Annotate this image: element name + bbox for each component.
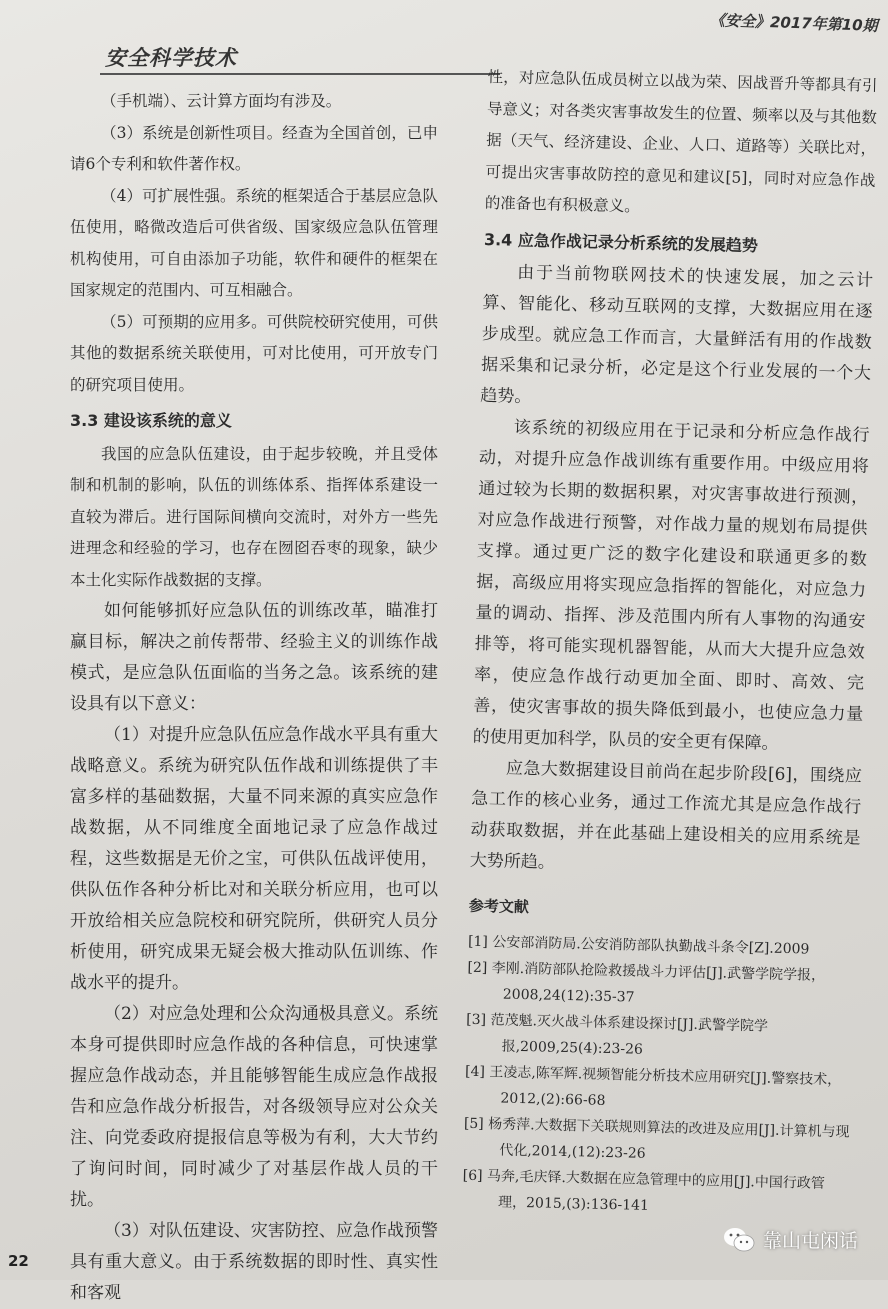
paragraph: （手机端）、云计算方面均有涉及。 xyxy=(101,92,342,110)
references-list xyxy=(462,928,858,1223)
paragraph: 性，对应急队伍成员树立以战为荣、因战晋升等都具有引导意义；对各类灾害事故发生的位置、频率以及与其他数据（天气、经济建设、企业、人口、道路等）关联比对，可提出灾害事故防控的意见和建议[5]，同时对应急作战的准备也有积极意义。 xyxy=(484,67,878,216)
paragraph: 如何能够抓好应急队伍的训练改革，瞄准打赢目标，解决之前传帮带、经验主义的训练作战模式，是应急队伍面临的当务之急。该系统的建设具有以下意义： xyxy=(70,601,438,714)
paragraph: 应急大数据建设目前尚在起步阶段[6]，围绕应急工作的核心业务，通过工作流尤其是应急作战行动获取数据，并在此基础上建设相关的应用系统是大势所趋。 xyxy=(469,758,863,873)
section-heading-3-3: 3.3 建设该系统的意义 xyxy=(70,411,232,430)
reference-item: [6] 马奔,毛庆铎.大数据在应急管理中的应用[J].中国行政管理，2015,(3):136-141 xyxy=(462,1167,825,1214)
paragraph: （2）对应急处理和公众沟通极具意义。系统本身可提供即时应急作战的各种信息，可快速掌握应急作战动态，并且能够智能生成应急作战报告和应急作战分析报告，对各级领导应对公众关注、向党委政府提报信息等极为有利，大大节约了询问时间，同时减少了对基层作战人员的干扰。 xyxy=(70,1004,438,1210)
paragraph: （4）可扩展性强。系统的框架适合于基层应急队伍使用，略微改造后可供省级、国家级应急队伍管理机构使用，可自由添加子功能，软件和硬件的框架在国家规定的范围内、可互相融合。 xyxy=(70,186,438,299)
reference-item: [1] 公安部消防局.公安消防部队执勤战斗条令[Z].2009 xyxy=(467,933,810,958)
paragraph: （3）系统是创新性项目。经查为全国首创，已申请6个专利和软件著作权。 xyxy=(70,123,438,173)
paragraph: 该系统的初级应用在于记录和分析应急作战行动，对提升应急作战训练有重要作用。中级应用将通过较为长期的数据积累，对灾害事故进行预测，对应急作战进行预警，对作战力量的规划布局提供支撑。通过更广泛的数字化建设和联通更多的数据，高级应用将实现应急指挥的智能化，对应急力量的调动、指挥、涉及范围内所有人事物的沟通安排等，将可能实现机器智能，从而大大提升应急效率，使应急作战行动更加全面、即时、高效、完善，使灾害事故的损失降低到最小，也使应急力量的使用更加科学，队员的安全更有保障。 xyxy=(472,417,870,754)
page-number: 22 xyxy=(8,1252,29,1270)
paragraph: （3）对队伍建设、灾害防控、应急作战预警具有重大意义。由于系统数据的即时性、真实性和客观 xyxy=(70,1221,438,1303)
paragraph: （1）对提升应急队伍应急作战水平具有重大战略意义。系统为研究队伍作战和训练提供了丰富多样的基础数据，大量不同来源的真实应急作战数据，从不同维度全面地记录了应急作战过程，这些数据是无价之宝，可供队伍战评使用，供队伍作各种分析比对和关联分析应用，也可以开放给相关应急院校和研究院所，供研究人员分析使用，研究成果无疑会极大推动队伍训练、作战水平的提升。 xyxy=(70,725,438,993)
reference-item: [4] 王凌志,陈军辉.视频智能分析技术应用研究[J].警察技术，2012,(2):66-68 xyxy=(464,1063,842,1109)
paragraph: （5）可预期的应用多。可供院校研究使用，可供其他的数据系统关联使用，可对比使用，可开放专门的研究项目使用。 xyxy=(70,312,438,394)
journal-section-title: 安全科学技术 xyxy=(105,46,237,70)
reference-item: [2] 李刚.消防部队抢险救援战斗力评估[J].武警学院学报，2008,24(12):35-37 xyxy=(467,959,826,1006)
reference-item: [5] 杨秀萍.大数据下关联规则算法的改进及应用[J].计算机与现代化,2014,(12):23-26 xyxy=(463,1115,850,1162)
left-column xyxy=(70,86,438,1309)
watermark xyxy=(723,1226,858,1253)
paragraph: 由于当前物联网技术的快速发展，加之云计算、智能化、移动互联网的支撑，大数据应用在逐步成型。就应急工作而言，大量鲜活有用的作战数据采集和记录分析，必定是这个行业发展的一个大趋势。 xyxy=(480,262,874,408)
section-heading-3-4: 3.4 应急作战记录分析系统的发展趋势 xyxy=(483,229,759,255)
chat-bubbles-icon xyxy=(723,1227,755,1253)
paragraph: 我国的应急队伍建设，由于起步较晚，并且受体制和机制的影响，队伍的训练体系、指挥体系建设一直较为滞后。进行国际间横向交流时，对外方一些先进理念和经验的学习，也存在囫囵吞枣的现象，缺少本土化实际作战数据的支撑。 xyxy=(70,444,438,589)
header-rule xyxy=(100,73,500,75)
right-column xyxy=(462,62,878,1223)
references-title: 参考文献 xyxy=(468,896,530,917)
reference-item: [3] 范茂魁.灭火战斗体系建设探讨[J].武警学院学报,2009,25(4):23-26 xyxy=(466,1011,769,1058)
journal-issue: 《安全》2017年第10期 xyxy=(710,11,879,35)
watermark-text: 靠山屯闲话 xyxy=(762,1230,858,1252)
